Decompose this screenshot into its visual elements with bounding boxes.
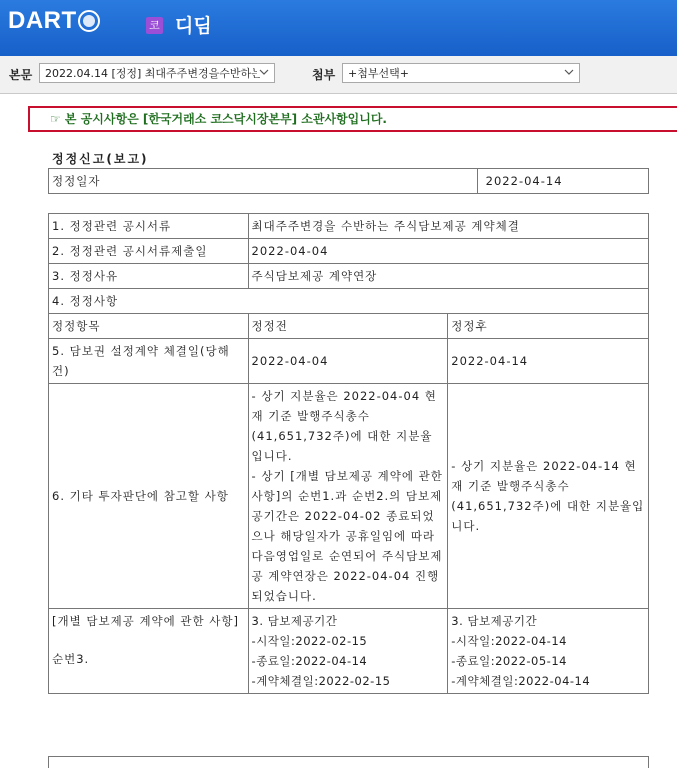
table-row [49, 384, 649, 609]
table-row [49, 169, 649, 194]
col-header-before: 정정전 [248, 314, 448, 339]
item7-before [248, 609, 448, 694]
row4-label: 4. 정정사항 [49, 289, 649, 314]
corp-name[interactable]: 디딤 [175, 15, 212, 37]
item7-before-sign: -계약체결일:2022-02-15 [251, 674, 391, 688]
table-row [49, 609, 649, 694]
logo-globe-icon [78, 10, 100, 32]
app-header [0, 0, 677, 56]
col-header-after: 정정후 [448, 314, 649, 339]
body-select[interactable] [39, 63, 275, 83]
col-header-item: 정정항목 [49, 314, 249, 339]
item6-label: 6. 기타 투자판단에 참고할 사항 [49, 384, 249, 609]
dart-logo[interactable]: DAR T [8, 8, 100, 34]
jurisdiction-notice: ☞ 본 공시사항은 [한국거래소 코스닥시장본부] 소관사항입니다. [28, 106, 677, 132]
row3-label: 3. 정정사유 [49, 264, 249, 289]
table-header-row [49, 314, 649, 339]
document-viewer [0, 94, 677, 764]
item7-after-head: 3. 담보제공기간 [451, 614, 538, 628]
item6-before: - 상기 지분율은 2022-04-04 현재 기준 발행주식총수(41,651,732주)에 대한 지분율입니다. - 상기 [개별 담보제공 계약에 관한 사항]의 순번1.과 순번2.의 담보제공기간은 2022-04-02 종료되었으나 해당일자가 공휴일임에 따라 다음영업일로 순연되어 주식담보제공 계약연장은 2022-04-04 진행되었습니다. [248, 384, 448, 609]
item7-before-head: 3. 담보제공기간 [251, 614, 338, 628]
item5-after: 2022-04-14 [448, 339, 649, 384]
chevron-down-icon [564, 67, 574, 77]
item7-before-start: -시작일:2022-02-15 [251, 634, 368, 648]
item6-after: - 상기 지분율은 2022-04-14 현재 기준 발행주식총수(41,651,732주)에 대한 지분율입니다. [448, 384, 649, 609]
next-table-edge [48, 756, 649, 768]
body-select-value: 2022.04.14 [정정] 최대주주변경을수반하는 [45, 67, 262, 80]
item5-before: 2022-04-04 [248, 339, 448, 384]
item7-before-end: -종료일:2022-04-14 [251, 654, 368, 668]
table-row [49, 239, 649, 264]
corp-badge: 코 [146, 17, 163, 34]
table-row [49, 264, 649, 289]
correction-date-value: 2022-04-14 [477, 169, 648, 194]
body-label: 본문 [9, 68, 33, 82]
table-row [49, 339, 649, 384]
table-row [49, 214, 649, 239]
toolbar [0, 56, 677, 94]
attach-select-value: +첨부선택+ [348, 67, 409, 80]
correction-table [48, 213, 649, 694]
correction-date-label: 정정일자 [49, 169, 478, 194]
attach-label: 첨부 [312, 68, 336, 82]
item5-label: 5. 담보권 설정계약 체결일(당해 건) [49, 339, 249, 384]
table-row [49, 289, 649, 314]
item7-label-a: [개별 담보제공 계약에 관한 사항] [52, 614, 240, 628]
item7-label [49, 609, 249, 694]
item7-after-end: -종료일:2022-05-14 [451, 654, 567, 668]
row2-value: 2022-04-04 [248, 239, 648, 264]
chevron-down-icon [257, 67, 269, 77]
attach-select[interactable] [342, 63, 580, 83]
row3-value: 주식담보제공 계약연장 [248, 264, 648, 289]
row1-value: 최대주주변경을 수반하는 주식담보제공 계약체결 [248, 214, 648, 239]
doc-title: 정정신고(보고) [52, 152, 149, 166]
correction-date-table [48, 168, 649, 194]
row2-label: 2. 정정관련 공시서류제출일 [49, 239, 249, 264]
item7-after-sign: -계약체결일:2022-04-14 [451, 674, 591, 688]
item7-after-start: -시작일:2022-04-14 [451, 634, 567, 648]
item7-after [448, 609, 649, 694]
row1-label: 1. 정정관련 공시서류 [49, 214, 249, 239]
item7-label-b: 순번3. [52, 652, 90, 666]
